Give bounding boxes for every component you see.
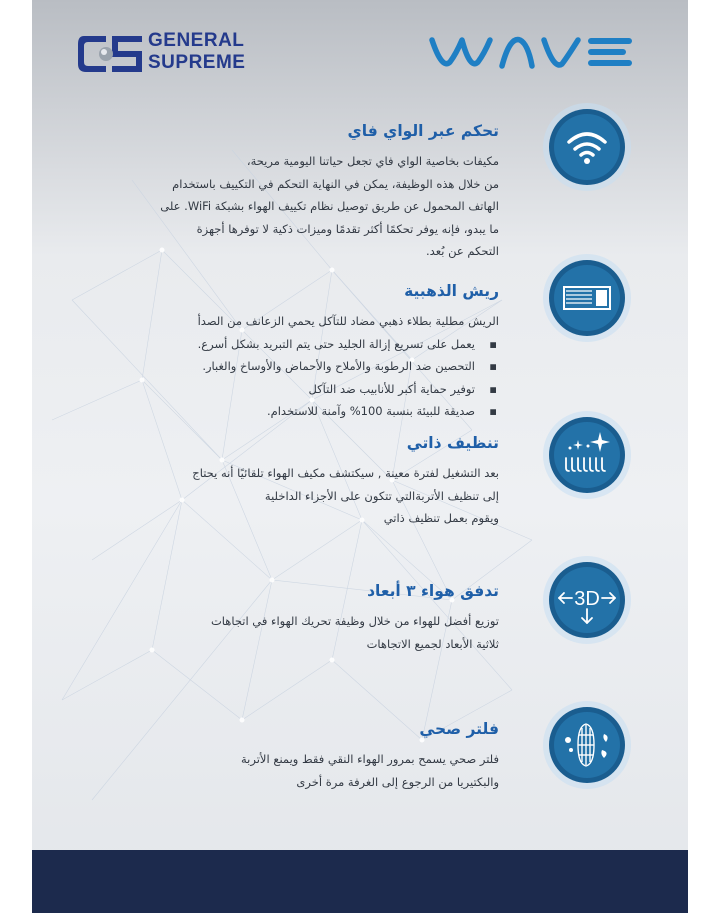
wave-product-logo — [428, 32, 638, 72]
feature-text — [59, 310, 499, 333]
feature-line: توزيع أفضل للهواء من خلال وظيفة تحريك الهواء في اتجاهات — [210, 614, 499, 628]
list-item: ▪ التحصين ضد الرطوبة والأملاح والأحماض والأوساخ والغبار. — [202, 359, 497, 373]
feature-line: التحكم عن بُعد. — [426, 244, 499, 258]
feature-line: إلى تنظيف الأتربةالتي تتكون على الأجزاء الداخلية — [264, 488, 499, 503]
self-clean-icon — [542, 410, 632, 500]
brand-name — [148, 30, 245, 74]
feature-text — [59, 150, 499, 263]
list-item: ▪ توفير حماية أكبر للأنابيب ضد التآكل — [308, 381, 497, 396]
3d-airflow-badge — [542, 555, 632, 645]
feature-3d-airflow — [59, 580, 499, 655]
feature-health-filter — [59, 718, 499, 793]
feature-line: ثلاثية الأبعاد لجميع الاتجاهات — [366, 636, 499, 651]
feature-line: ويقوم بعمل تنظيف ذاتي — [383, 511, 499, 525]
feature-line: الهاتف المحمول عن طريق توصيل نظام تكييف الهواء بشبكة WiFi. على — [160, 199, 499, 213]
feature-line: مكيفات بخاصية الواي فاي تجعل حياتنا اليومية مريحة، — [246, 154, 499, 168]
3d-label: 3D — [574, 588, 600, 610]
general-supreme-logo — [76, 30, 266, 80]
feature-line: من خلال هذه الوظيفة، يمكن في النهاية التحكم في التكييف باستخدام — [172, 176, 499, 191]
feature-text — [59, 462, 499, 530]
wifi-icon — [542, 102, 632, 192]
feature-title: تحكم عبر الواي فاي — [347, 122, 499, 140]
feature-line: الريش مطلية بطلاء ذهبي مضاد للتآكل يحمي الزعانف من الصدأ — [197, 314, 499, 328]
golden-fin-icon — [542, 253, 632, 343]
footer-band — [32, 850, 688, 913]
list-item: ▪ صديقة للبيئة بنسبة 100% وآمنة للاستخدام. — [266, 404, 497, 418]
feature-title: تنظيف ذاتي — [406, 434, 499, 452]
feature-title: ريش الذهبية — [404, 282, 499, 300]
feature-title: تدفق هواء ٣ أبعاد — [367, 582, 499, 600]
feature-bullet-list — [59, 333, 499, 423]
gs-emblem-icon — [76, 32, 144, 76]
feature-wifi — [59, 120, 499, 263]
feature-line: ما يبدو، فإنه يوفر تحكمًا أكثر تقدمًا وميزات ذكية لا توفرها أجهزة — [196, 221, 499, 236]
list-item: ▪ يعمل على تسريع إزالة الجليد حتى يتم التبريد بشكل أسرع. — [197, 336, 497, 351]
feature-text — [59, 610, 499, 655]
feature-line: والبكتيريا من الرجوع إلى الغرفة مرة أخرى — [296, 774, 499, 789]
feature-text — [59, 748, 499, 793]
health-filter-icon — [542, 700, 632, 790]
feature-self-clean — [59, 432, 499, 530]
wifi-badge — [542, 102, 632, 192]
golden-fin-badge — [542, 253, 632, 343]
feature-golden-fin — [59, 280, 499, 423]
brand-name-line2: SUPREME — [148, 52, 246, 73]
self-clean-badge — [542, 410, 632, 500]
3d-airflow-icon — [542, 555, 632, 645]
brand-name-line1: GENERAL — [148, 30, 245, 51]
feature-line: بعد التشغيل لفترة معينة , سيكتشف مكيف الهواء تلقائيًا أنه يحتاج — [192, 466, 499, 480]
feature-line: فلتر صحي يسمح بمرور الهواء النقي فقط ويمنع الأتربة — [241, 752, 499, 766]
health-filter-badge — [542, 700, 632, 790]
brochure-page — [32, 0, 688, 913]
feature-title: فلتر صحي — [419, 720, 499, 738]
